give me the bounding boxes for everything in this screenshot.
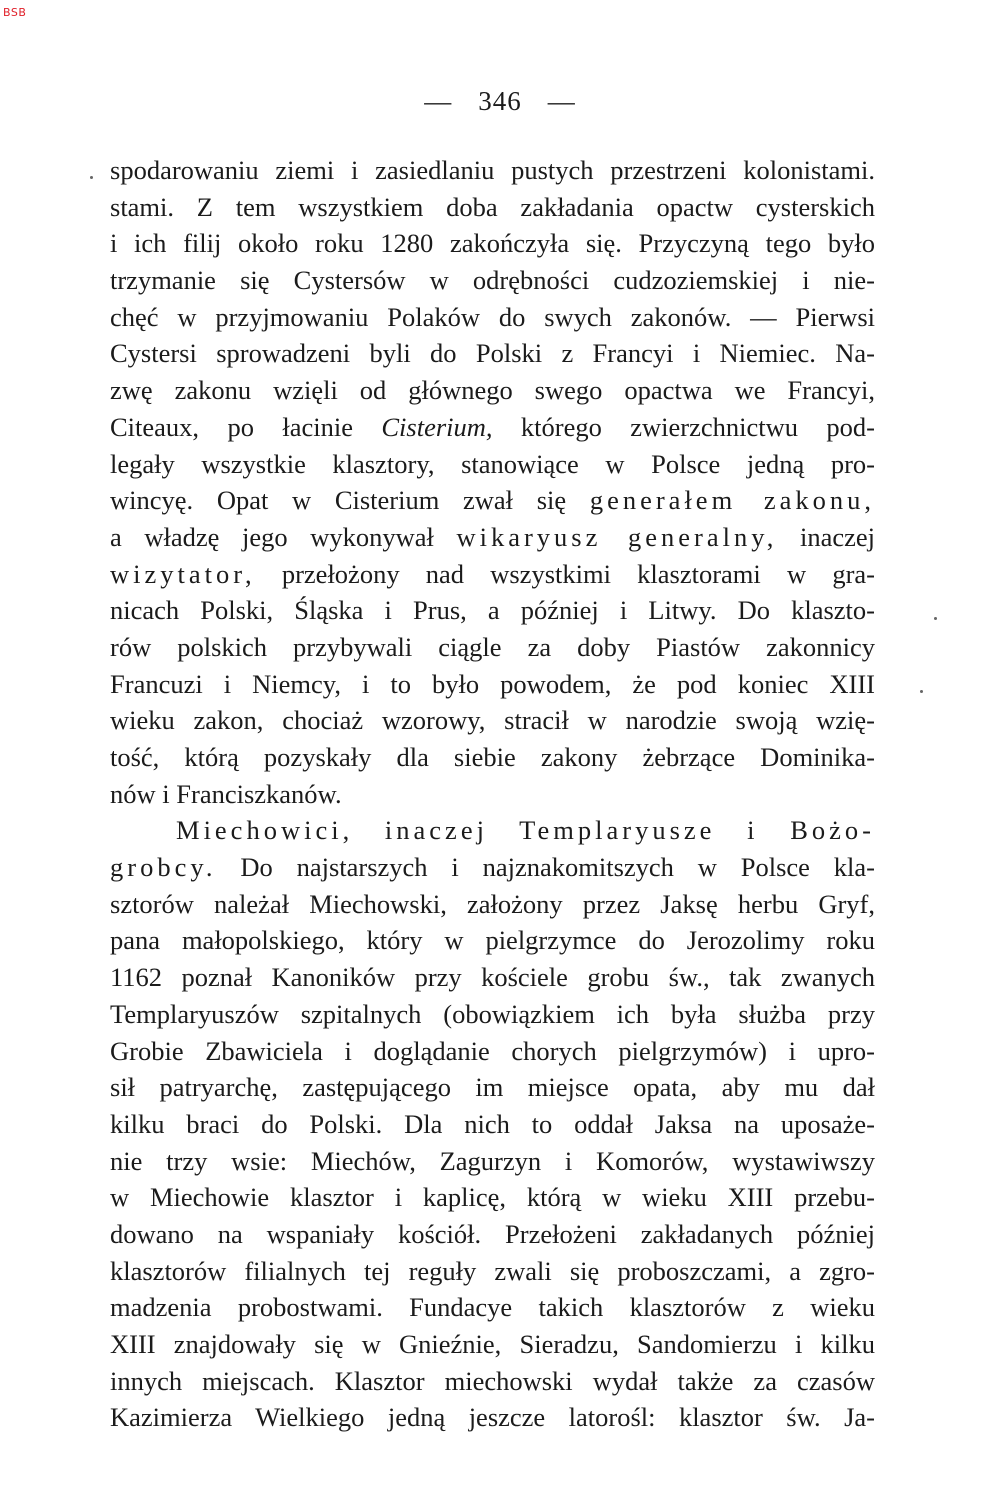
text-line: Kazimierza Wielkiego jedną jeszcze latorośl: klasztor św. Ja- <box>110 1402 875 1433</box>
margin-mark <box>920 690 923 693</box>
text-line: Templaryuszów szpitalnych (obowiązkiem ich była służba przy <box>110 998 875 1029</box>
text-span: a władzę jego wykonywał <box>110 521 457 552</box>
body-text <box>110 152 875 1436</box>
library-stamp: BSB <box>3 6 27 19</box>
text-line <box>110 482 875 519</box>
text-line: nie trzy wsie: Miechów, Zagurzyn i Komorów, wystawiwszy <box>110 1145 875 1176</box>
text-line: innych miejscach. Klasztor miechowski wydał także za czasów <box>110 1365 875 1396</box>
text-line: sił patryarchę, zastępującego im miejsce opata, aby mu dał <box>110 1072 875 1103</box>
text-line: kilku braci do Polski. Dla nich to oddał Jaksa na uposaże- <box>110 1108 875 1139</box>
text-line: 1162 poznał Kanoników przy kościele grobu św., tak zwanych <box>110 962 875 993</box>
emphasized-term: wikaryusz generalny, <box>456 521 778 552</box>
text-line: spodarowaniu ziemi i zasiedlaniu pustych przestrzeni kolonistami. <box>110 155 875 185</box>
text-span: przełożony nad wszystkimi klasztorami w gra- <box>255 558 875 589</box>
text-line: stami. Z tem wszystkiem doba zakładania opactw cysterskich <box>110 191 875 222</box>
emphasized-term: wizytator, <box>110 558 256 589</box>
text-line: tość, którą pozyskały dla siebie zakony żebrzące Dominika- <box>110 742 875 772</box>
emphasized-term: grobcy. <box>110 852 217 883</box>
text-line: zwę zakonu wzięli od głównego swego opactwa we Francyi, <box>110 375 875 406</box>
text-line: sztorów należał Miechowski, założony przez Jaksę herbu Gryf, <box>110 888 875 919</box>
margin-mark <box>90 176 93 179</box>
text-span: Do najstarszych i najznakomitszych w Polsce kla- <box>216 852 875 883</box>
text-line: Cystersi sprowadzeni byli do Polski z Francyi i Niemiec. Na- <box>110 338 875 369</box>
latin-term: Cisterium, <box>381 411 493 442</box>
page-number: 346 <box>478 86 522 116</box>
text-line: trzymanie się Cystersów w odrębności cudzoziemskiej i nie- <box>110 265 875 296</box>
margin-mark <box>934 617 937 620</box>
text-line: nicach Polski, Śląska i Prus, a później i Litwy. Do klaszto- <box>110 595 875 626</box>
text-line: w Miechowie klasztor i kaplicę, którą w wieku XIII przebu- <box>110 1182 875 1213</box>
text-line: legały wszystkie klasztory, stanowiące w Polsce jedną pro- <box>110 448 875 479</box>
text-line: Francuzi i Niemcy, i to było powodem, że pod koniec XIII <box>110 668 875 699</box>
text-line: madzenia probostwami. Fundacye takich klasztorów z wieku <box>110 1292 875 1323</box>
text-line <box>110 556 875 593</box>
text-line: dowano na wspaniały kościół. Przełożeni zakładanych później <box>110 1218 875 1249</box>
section-heading-line: Miechowici, inaczej Templaryusze i Bożo- <box>176 815 875 846</box>
text-line: chęć w przyjmowaniu Polaków do swych zakonów. — Pierwsi <box>110 301 875 332</box>
text-line: klasztorów filialnych tej reguły zwali się proboszczami, a zgro- <box>110 1255 875 1286</box>
header-dash-left: — <box>424 86 453 116</box>
header-dash-right: — <box>547 86 576 116</box>
text-line: rów polskich przybywali ciągle za doby Piastów zakonnicy <box>110 631 875 662</box>
text-line: i ich filij około roku 1280 zakończyła się. Przyczyną tego było <box>110 228 875 259</box>
text-span: którego zwierzchnictwu pod- <box>492 411 875 442</box>
text-line: Grobie Zbawiciela i doglądanie chorych pielgrzymów) i upro- <box>110 1035 875 1066</box>
text-line: nów i Franciszkanów. <box>110 778 342 809</box>
text-span: wincyę. Opat w Cisterium zwał się <box>110 485 590 516</box>
text-span: inaczej <box>777 521 875 552</box>
page-number-header <box>0 86 1000 117</box>
text-line <box>110 849 875 886</box>
emphasized-term: generałem zakonu, <box>589 485 875 516</box>
text-line: XIII znajdowały się w Gnieźnie, Sieradzu, Sandomierzu i kilku <box>110 1329 875 1359</box>
text-line <box>110 409 875 446</box>
text-line: wieku zakon, chociaż wzorowy, stracił w narodzie swoją wzię- <box>110 705 875 736</box>
text-span: Citeaux, po łacinie <box>110 411 382 442</box>
text-line <box>110 519 875 556</box>
text-line: pana małopolskiego, który w pielgrzymce do Jerozolimy roku <box>110 925 875 956</box>
